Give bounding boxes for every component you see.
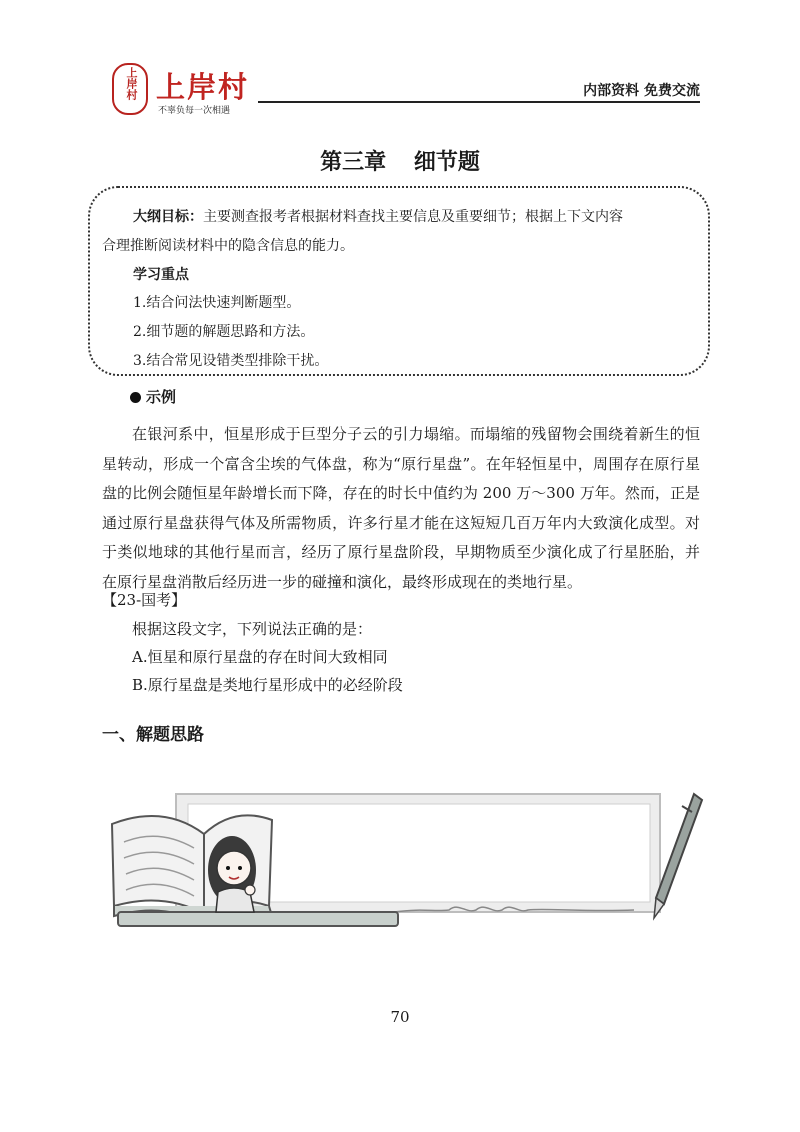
bullet-dot-icon xyxy=(130,392,141,403)
book-teacher-illustration xyxy=(104,784,704,934)
option-a: A.恒星和原行星盘的存在时间大致相同 xyxy=(132,648,388,666)
section-title: 一、解题思路 xyxy=(102,725,204,745)
outline-goal-label: 大纲目标： xyxy=(133,209,203,225)
fountain-pen-icon xyxy=(654,794,702,918)
example-passage xyxy=(102,420,700,598)
chapter-number: 第三章 xyxy=(320,150,387,175)
example-source: 【23-国考】 xyxy=(102,591,187,609)
brand-logo xyxy=(112,63,252,119)
option-b: B.原行星盘是类地行星形成中的必经阶段 xyxy=(132,676,403,694)
brand-slogan: 不辜负每一次相遇 xyxy=(158,106,231,116)
outline-point: 1.结合问法快速判断题型。 xyxy=(133,295,301,311)
outline-point: 2.细节题的解题思路和方法。 xyxy=(133,324,315,340)
outline-goal-line1 xyxy=(133,206,623,226)
header-tag: 内部资料 免费交流 xyxy=(583,83,700,99)
outline-focus-heading: 学习重点 xyxy=(133,267,189,283)
seal-stamp xyxy=(112,63,148,115)
brand-name: 上岸村 xyxy=(156,70,250,104)
outline-point: 3.结合常见设错类型排除干扰。 xyxy=(133,353,329,369)
page-number: 70 xyxy=(390,1008,410,1026)
seal-text: 上岸村 xyxy=(125,67,138,100)
header-divider xyxy=(258,101,700,103)
outline-goal-text1: 主要测查报考者根据材料查找主要信息及重要细节；根据上下文内容 xyxy=(203,209,623,225)
chapter-name: 细节题 xyxy=(413,150,480,175)
passage-text: 在银河系中，恒星形成于巨型分子云的引力塌缩。而塌缩的残留物会围绕着新生的恒星转动，形成一个富含尘埃的气体盘，称为“原行星盘”。在年轻恒星中，周围存在原行星盘的比例会随恒星年龄增长而下降，存在的时长中值约为 200 万～300 万年。然而，正是通过原行星盘获得气体及所需物质，许多行星才能在这短短几百万年内大致演化成型。对于类似地球的其他行星而言，经历了原行星盘阶段，早期物质至少演化成了行星胚胎，并在原行星盘消散后经历进一步的碰撞和演化，最终形成现在的类地行星。 xyxy=(102,425,700,591)
example-question: 根据这段文字，下列说法正确的是： xyxy=(132,620,373,638)
example-heading: 示例 xyxy=(130,386,176,407)
outline-goal-line2: 合理推断阅读材料中的隐含信息的能力。 xyxy=(102,238,354,254)
chapter-title xyxy=(0,145,800,176)
